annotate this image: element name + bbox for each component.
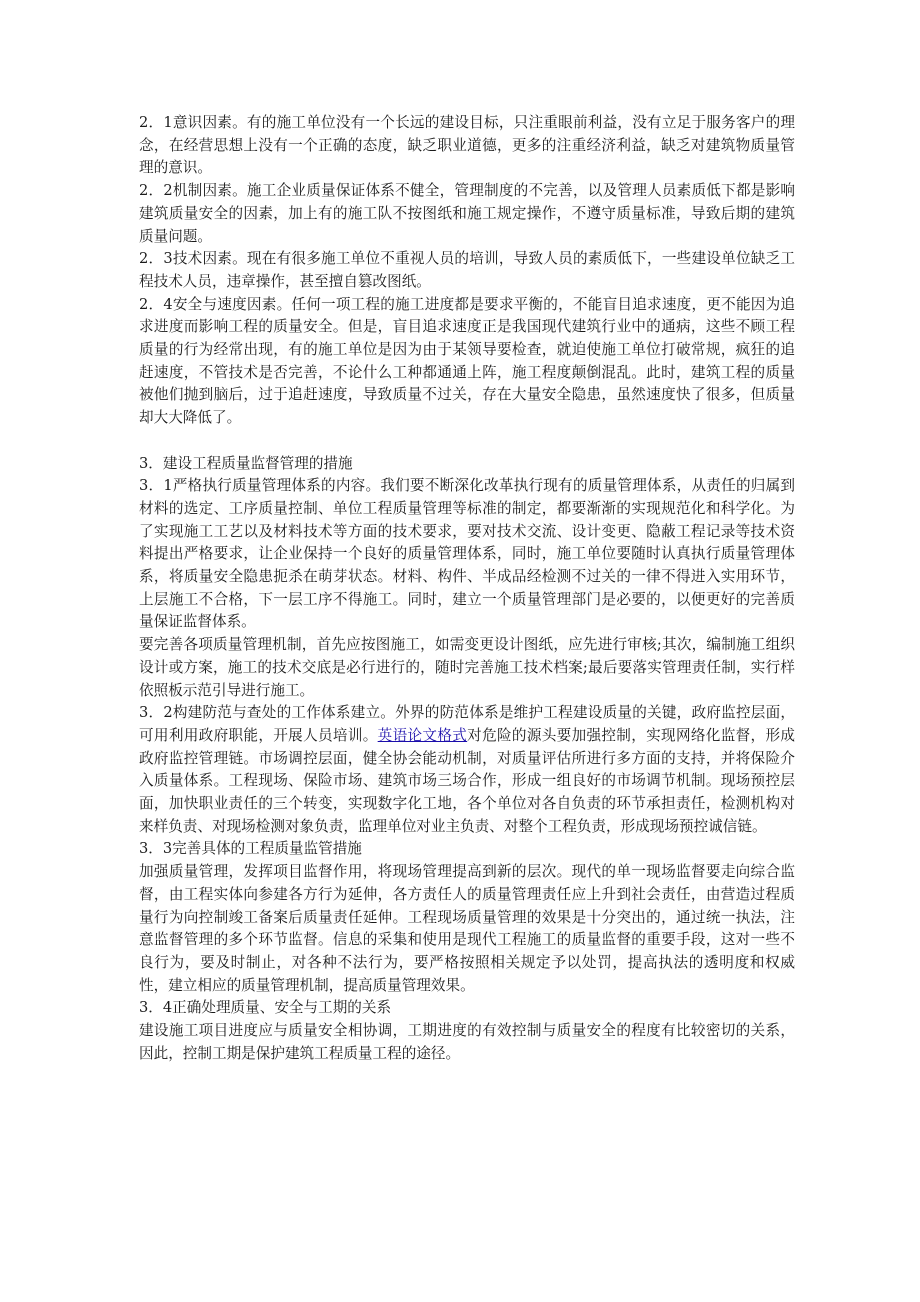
paragraph-2-2: 2．2机制因素。施工企业质量保证体系不健全，管理制度的不完善，以及管理人员素质低下都是影响建筑质量安全的因素，加上有的施工队不按图纸和施工规定操作，不遵守质量标准，导致后期的建筑质量问题。 <box>139 182 795 245</box>
paragraph-2-1: 2．1意识因素。有的施工单位没有一个长远的建设目标，只注重眼前利益，没有立足于服务客户的理念，在经营思想上没有一个正确的态度，缺乏职业道德，更多的注重经济利益，缺乏对建筑物质量管理的意识。 <box>139 114 795 177</box>
paragraph-3-2-after: 对危险的源头要加强控制，实现网络化监督，形成政府监控管理链。市场调控层面，健全协会能动机制，对质量评估所进行多方面的支持，并将保险介入质量体系。工程现场、保险市场、建筑市场三场合作，形成一组良好的市场调节机制。现场预控层面，加快职业责任的三个转变，实现数字化工地，各个单位对各自负责的环节承担责任，检测机构对来样负责、对现场检测对象负责，监理单位对业主负责、对整个工程负责，形成现场预控诚信链。 <box>139 726 795 835</box>
paragraph-2-4: 2．4安全与速度因素。任何一项工程的施工进度都是要求平衡的，不能盲目追求速度，更不能因为追求进度而影响工程的质量安全。但是，盲目追求速度正是我国现代建筑行业中的通病，这些不顾工程质量的行为经常出现，有的施工单位是因为由于某领导要检查，就迫使施工单位打破常规，疯狂的追赶速度，不管技术是否完善，不论什么工种都通通上阵，施工程度颠倒混乱。此时，建筑工程的质量被他们抛到脑后，过于追赶速度，导致质量不过关，存在大量安全隐患，虽然速度快了很多，但质量却大大降低了。 <box>139 295 795 427</box>
subheading-3-4: 3．4正确处理质量、安全与工期的关系 <box>139 999 392 1017</box>
paragraph-3-2 <box>139 702 795 838</box>
subheading-3-3: 3．3完善具体的工程质量监管措施 <box>139 840 362 858</box>
paragraph-spacer <box>139 430 795 453</box>
paragraph-3-2-before: 3．2构建防范与查处的工作体系建立。外界的防范体系是维护工程建设质量的关键，政府监控层面，可用利用政府职能，开展人员培训。 <box>139 704 795 744</box>
paragraph-mechanism: 要完善各项质量管理机制，首先应按图施工，如需变更设计图纸，应先进行审核;其次，编制施工组织设计或方案，施工的技术交底是必行进行的，随时完善施工技术档案;最后要落实管理责任制，实行样依照板示范引导进行施工。 <box>139 636 795 699</box>
paragraph-quality-management: 加强质量管理，发挥项目监督作用，将现场管理提高到新的层次。现代的单一现场监督要走向综合监督，由工程实体向参建各方行为延伸，各方责任人的质量管理责任应上升到社会责任，由营造过程质量行为向控制竣工备案后质量责任延伸。工程现场质量管理的效果是十分突出的，通过统一执法，注意监督管理的多个环节监督。信息的采集和使用是现代工程施工的质量监督的重要手段，这对一些不良行为，要及时制止，对各种不法行为，要严格按照相关规定予以处罚，提高执法的透明度和权威性，建立相应的质量管理机制，提高质量管理效果。 <box>139 863 795 994</box>
english-paper-format-link[interactable]: 英语论文格式 <box>377 726 468 744</box>
paragraph-3-1: 3．1严格执行质量管理体系的内容。我们要不断深化改革执行现有的质量管理体系，从责任的归属到材料的选定、工序质量控制、单位工程质量管理等标准的制定，都要渐渐的实现规范化和科学化。为了实现施工工艺以及材料技术等方面的技术要求，要对技术交流、设计变更、隐蔽工程记录等技术资料提出严格要求，让企业保持一个良好的质量管理体系，同时，施工单位要随时认真执行质量管理体系，将质量安全隐患扼杀在萌芽状态。材料、构件、半成品经检测不过关的一律不得进入实用环节，上层施工不合格，下一层工序不得施工。同时，建立一个质量管理部门是必要的，以便更好的完善质量保证监督体系。 <box>139 477 795 631</box>
section-heading-3: 3．建设工程质量监督管理的措施 <box>139 454 353 472</box>
paragraph-schedule: 建设施工项目进度应与质量安全相协调，工期进度的有效控制与质量安全的程度有比较密切的关系，因此，控制工期是保护建筑工程质量工程的途径。 <box>139 1022 795 1062</box>
document-body <box>139 112 795 1066</box>
paragraph-2-3: 2．3技术因素。现在有很多施工单位不重视人员的培训，导致人员的素质低下，一些建设单位缺乏工程技术人员，违章操作，甚至擅自篡改图纸。 <box>139 250 795 290</box>
